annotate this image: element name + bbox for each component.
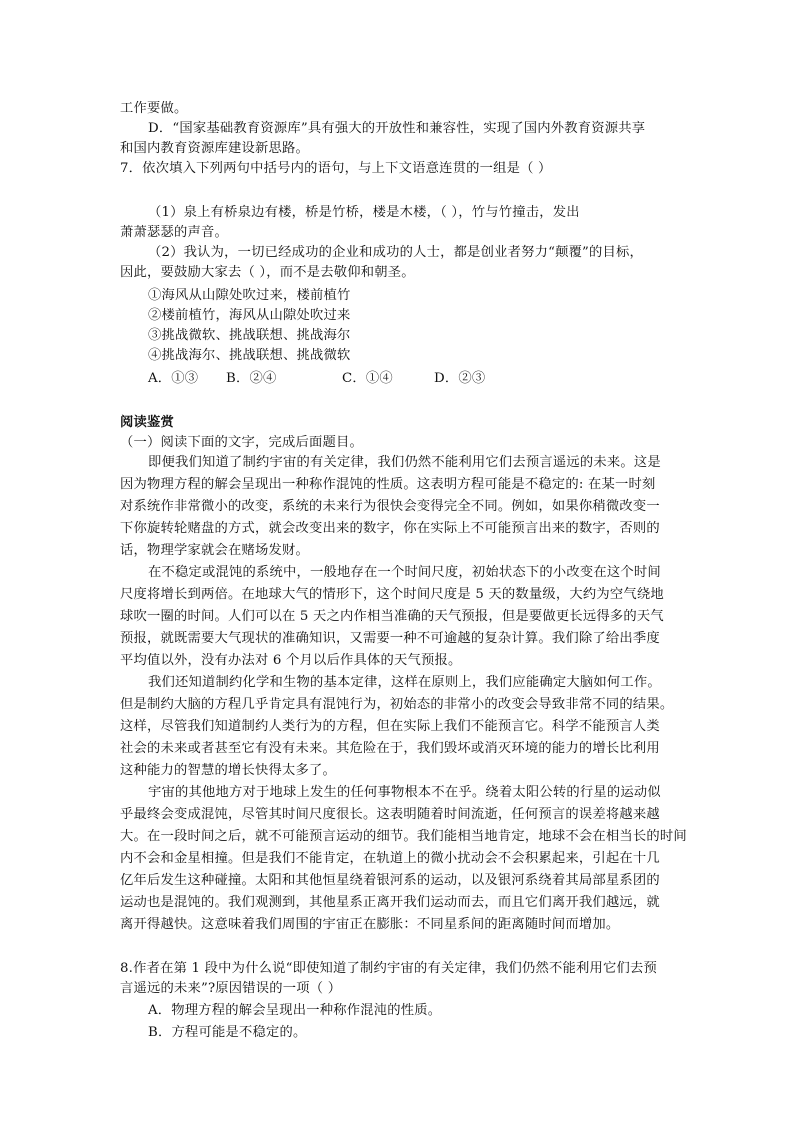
q7-sentence2-line2: 因此，要鼓励大家去（ ），而不是去敬仰和朝圣。 xyxy=(120,265,415,280)
passage-line: 这种能力的智慧的增长快得太多了。 xyxy=(120,763,336,778)
passage-line: 预报，就既需要大气现状的准确知识，又需要一种不可逾越的复杂计算。我们除了给出季度 xyxy=(120,631,660,646)
q7-item-1: ①海风从山隙处吹过来，楼前植竹 xyxy=(148,288,351,303)
q8-stem-line2: 言遥远的未来”?原因错误的一项（ ） xyxy=(120,981,342,996)
passage-line: 这样，尽管我们知道制约人类行为的方程，但在实际上我们不能预言它。科学不能预言人类 xyxy=(120,719,660,734)
q6-continuation-line: 工作要做。 xyxy=(120,101,188,116)
q7-stem: 7．依次填入下列两句中括号内的语句，与上下文语意连贯的一组是（ ） xyxy=(120,161,552,176)
q7-item-4: ④挑战海尔、挑战联想、挑战微软 xyxy=(148,348,351,363)
q8-option-b: B．方程可能是不稳定的。 xyxy=(148,1025,307,1040)
passage-line: 亿年后发生这种碰撞。太阳和其他恒星绕着银河系的运动，以及银河系绕着其局部星系团的 xyxy=(120,873,660,888)
passage-line: 话，物理学家就会在赌场发财。 xyxy=(120,543,309,558)
passage-line: 球吹一圈的时间。人们可以在 5 天之内作相当准确的天气预报，但是要做更长远得多的天气 xyxy=(120,609,664,624)
passage-line: 因为物理方程的解会呈现出一种称作混饨的性质。这表明方程可能是不稳定的: 在某一时刻 xyxy=(120,477,656,492)
passage-line: 宇宙的其他地方对于地球上发生的任何事物根本不在乎。绕着太阳公转的行星的运动似 xyxy=(148,785,661,800)
q8-option-a: A．物理方程的解会呈现出一种称作混沌的性质。 xyxy=(148,1003,442,1018)
passage-line: 但是制约大脑的方程几乎肯定具有混饨行为，初始态的非常小的改变会导致非常不同的结果。 xyxy=(120,697,674,712)
q7-choice-c: C．①④ xyxy=(342,371,393,386)
passage-line: 尺度将增长到两倍。在地球大气的情形下，这个时间尺度是 5 天的数量级，大约为空气绕地 xyxy=(120,587,664,602)
q7-sentence1-line2: 萧萧瑟瑟的声音。 xyxy=(120,225,228,240)
passage-line: 运动也是混饨的。我们观测到，其他星系正离开我们运动而去，而且它们离开我们越远，就 xyxy=(120,895,660,910)
passage-line: 对系统作非常微小的改变，系统的未来行为很快会变得完全不同。例如，如果你稍微改变一 xyxy=(120,499,660,514)
passage-line: 我们还知道制约化学和生物的基本定律，这样在原则上，我们应能确定大脑如何工作。 xyxy=(148,675,661,690)
q7-choice-d: D．②③ xyxy=(434,371,486,386)
passage-line: 即便我们知道了制约宇宙的有关定律，我们仍然不能利用它们去预言遥远的未来。这是 xyxy=(148,455,661,470)
passage-line: 社会的未来或者甚至它有没有未来。其危险在于，我们毁坏或消灭环境的能力的增长比利用 xyxy=(120,741,660,756)
passage-line: 乎最终会变成混饨，尽管其时间尺度很长。这表明随着时间流逝，任何预言的误差将越来越 xyxy=(120,807,660,822)
section-title: 阅读鉴赏 xyxy=(120,415,174,430)
q7-choice-b: B．②④ xyxy=(226,371,277,386)
q6-option-d-line1: D．“国家基础教育资源库”具有强大的开放性和兼容性，实现了国内外教育资源共享 xyxy=(148,121,646,136)
passage-line: 内不会和金星相撞。但是我们不能肯定，在轨道上的微小扰动会不会积累起来，引起在十几 xyxy=(120,851,660,866)
passage-line: 在不稳定或混饨的系统中，一般地存在一个时间尺度，初始状态下的小改变在这个时间 xyxy=(148,565,661,580)
q7-sentence2-line1: （2）我认为，一切已经成功的企业和成功的人士，都是创业者努力“颠覆”的目标， xyxy=(148,245,644,260)
passage-line: 大。在一段时间之后，就不可能预言运动的细节。我们能相当地肯定，地球不会在相当长的时间 xyxy=(120,829,687,844)
q7-choice-a: A．①③ xyxy=(148,371,199,386)
passage-line: 下你旋转轮赌盘的方式，就会改变出来的数字，你在实际上不可能预言出来的数字，否则的 xyxy=(120,521,660,536)
passage-line: 平均值以外，没有办法对 6 个月以后作具体的天气预报。 xyxy=(120,653,462,668)
q7-item-2: ②楼前植竹，海风从山隙处吹过来 xyxy=(148,308,351,323)
passage-line: 离开得越快。这意味着我们周围的宇宙正在膨胀：不同星系间的距离随时间而增加。 xyxy=(120,917,620,932)
section-subtitle: （一）阅读下面的文字，完成后面题目。 xyxy=(120,435,363,450)
q7-item-3: ③挑战微软、挑战联想、挑战海尔 xyxy=(148,328,351,343)
q6-option-d-line2: 和国内教育资源库建设新思路。 xyxy=(120,141,309,156)
q8-stem-line1: 8.作者在第 1 段中为什么说“即使知道了制约宇宙的有关定律，我们仍然不能利用它们去预 xyxy=(120,961,657,976)
q7-sentence1-line1: （1）泉上有桥泉边有楼，桥是竹桥，楼是木楼，（ ），竹与竹撞击，发出 xyxy=(148,205,580,220)
